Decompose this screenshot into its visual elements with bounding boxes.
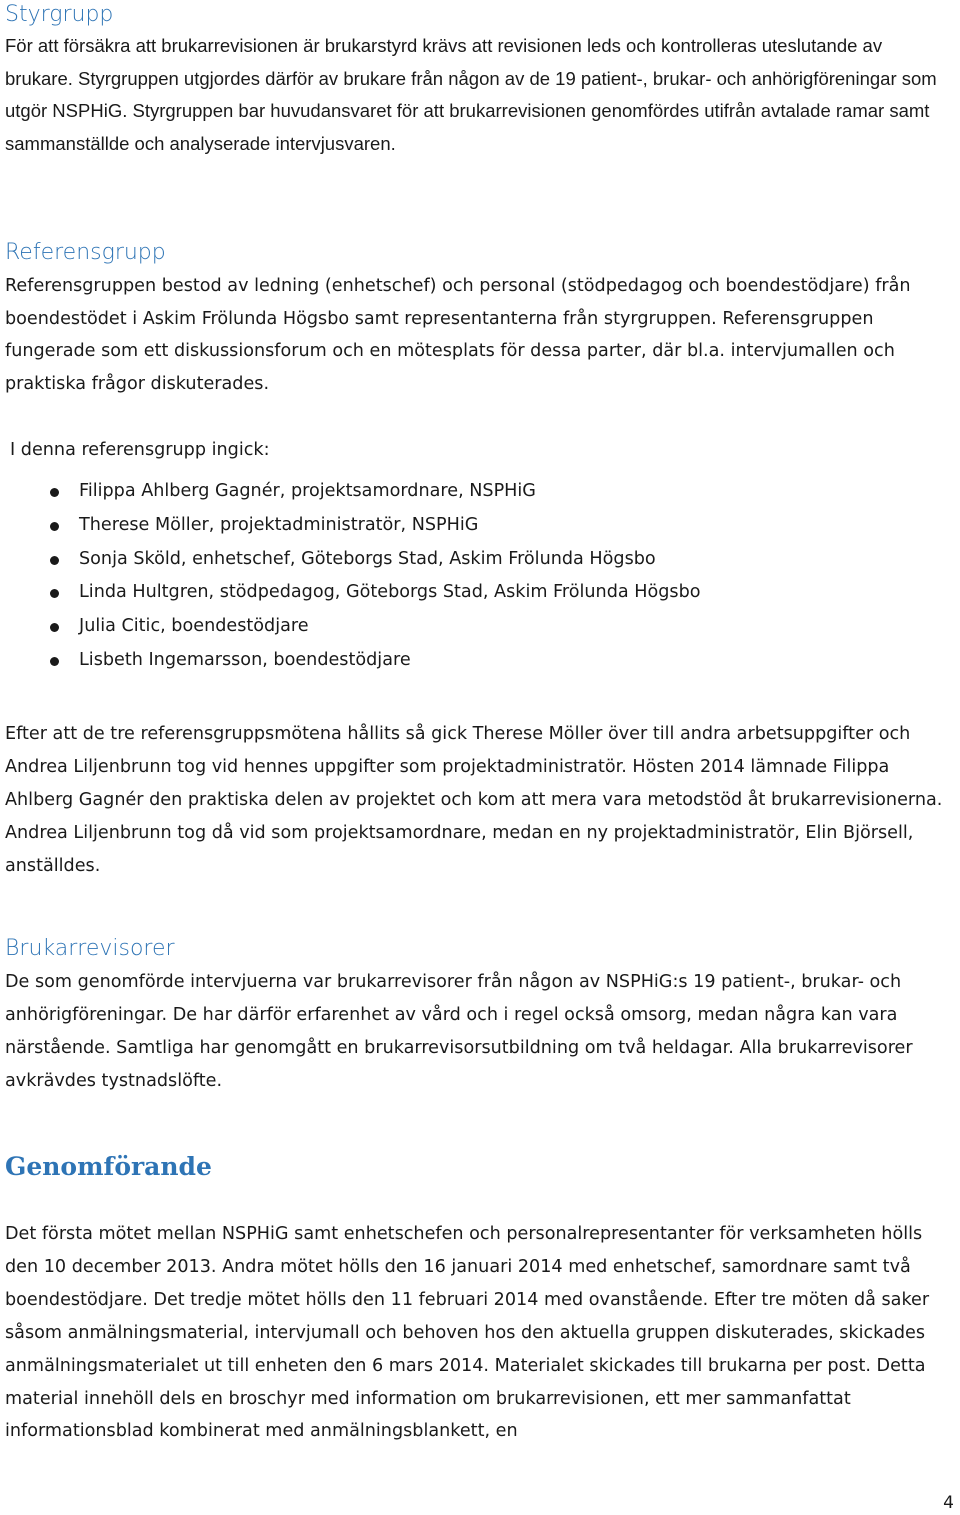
styrgrupp-heading: Styrgrupp [5, 2, 114, 27]
page-number: 4 [943, 1493, 954, 1513]
referensgrupp-after-paragraph: Efter att de tre referensgruppsmötena hållits så gick Therese Möller över till andra arbetsuppgifter och Andrea Liljenbrunn tog vid hennes uppgifter som projektadministratör. Hösten 2014 lämnade Filippa Ahlberg Gagnér den praktiska delen av projektet och kom att mera vara metodstöd åt brukarrevisionerna. Andrea Liljenbrunn tog då vid som projektsamordnare, medan en ny projektadministratör, Elin Björsell, anställdes. [5, 724, 943, 876]
bullet-icon [50, 623, 59, 632]
brukarrevisorer-heading: Brukarrevisorer [5, 936, 175, 961]
list-item [0, 543, 701, 577]
member-text: Julia Citic, boendestödjare [79, 616, 309, 637]
list-item [0, 475, 701, 509]
bullet-icon [50, 488, 59, 497]
bullet-icon [50, 522, 59, 531]
member-text: Therese Möller, projektadministratör, NSPHiG [79, 514, 479, 535]
member-text: Lisbeth Ingemarsson, boendestödjare [79, 649, 411, 670]
bullet-icon [50, 589, 59, 598]
list-item [0, 576, 701, 610]
bullet-icon [50, 556, 59, 565]
member-text: Linda Hultgren, stödpedagog, Göteborgs Stad, Askim Frölunda Högsbo [79, 582, 701, 603]
referensgrupp-list-intro: I denna referensgrupp ingick: [10, 440, 270, 460]
genomforande-heading: Genomförande [5, 1152, 212, 1181]
referensgrupp-paragraph: Referensgruppen bestod av ledning (enhetschef) och personal (stödpedagog och boendestödjare) från boendestödet i Askim Frölunda Högsbo samt representanterna från styrgruppen. Referensgruppen fungerade som ett diskussionsforum och en mötesplats för dessa parter, där bl.a. intervjumallen och praktiska frågor diskuterades. [5, 276, 911, 394]
genomforande-paragraph: Det första mötet mellan NSPHiG samt enhetschefen och personalrepresentanter för verksamheten hölls den 10 december 2013. Andra mötet hölls den 16 januari 2014 med enhetschef, samordnare samt två boendestödjare. Det tredje mötet hölls den 11 februari 2014 med ovanstående. Efter tre möten då saker såsom anmälningsmaterial, intervjumall och behoven hos den aktuella gruppen diskuterades, skickades anmälningsmaterialet ut till enheten den 6 mars 2014. Materialet skickades till brukarna per post. Detta material innehöll dels en broschyr med information om brukarrevisionen, ett mer sammanfattat informationsblad kombinerat med anmälningsblankett, en [5, 1224, 930, 1442]
list-item [0, 610, 701, 644]
member-text: Filippa Ahlberg Gagnér, projektsamordnare, NSPHiG [79, 481, 536, 501]
referensgrupp-heading: Referensgrupp [5, 240, 166, 265]
referensgrupp-member-list [0, 475, 701, 678]
member-text: Sonja Sköld, enhetschef, Göteborgs Stad, Askim Frölunda Högsbo [79, 548, 656, 569]
list-item [0, 509, 701, 543]
brukarrevisorer-paragraph: De som genomförde intervjuerna var brukarrevisorer från någon av NSPHiG:s 19 patient-, brukar- och anhörigföreningar. De har därför erfarenhet av vård och i regel också omsorg, medan några kan vara närstående. Samtliga har genomgått en brukarrevisorsutbildning om två heldagar. Alla brukarrevisorer avkrävdes tystnadslöfte. [5, 972, 913, 1091]
list-item [0, 644, 701, 678]
styrgrupp-paragraph: För att försäkra att brukarrevisionen är brukarstyrd krävs att revisionen leds och kontrolleras uteslutande av brukare. Styrgruppen utgjordes därför av brukare från någon av de 19 patient-, brukar- och anhörigföreningar som utgör NSPHiG. Styrgruppen bar huvudansvaret för att brukarrevisionen genomfördes utifrån avtalade ramar samt sammanställde och analyserade intervjusvaren. [5, 35, 937, 154]
bullet-icon [50, 657, 59, 666]
